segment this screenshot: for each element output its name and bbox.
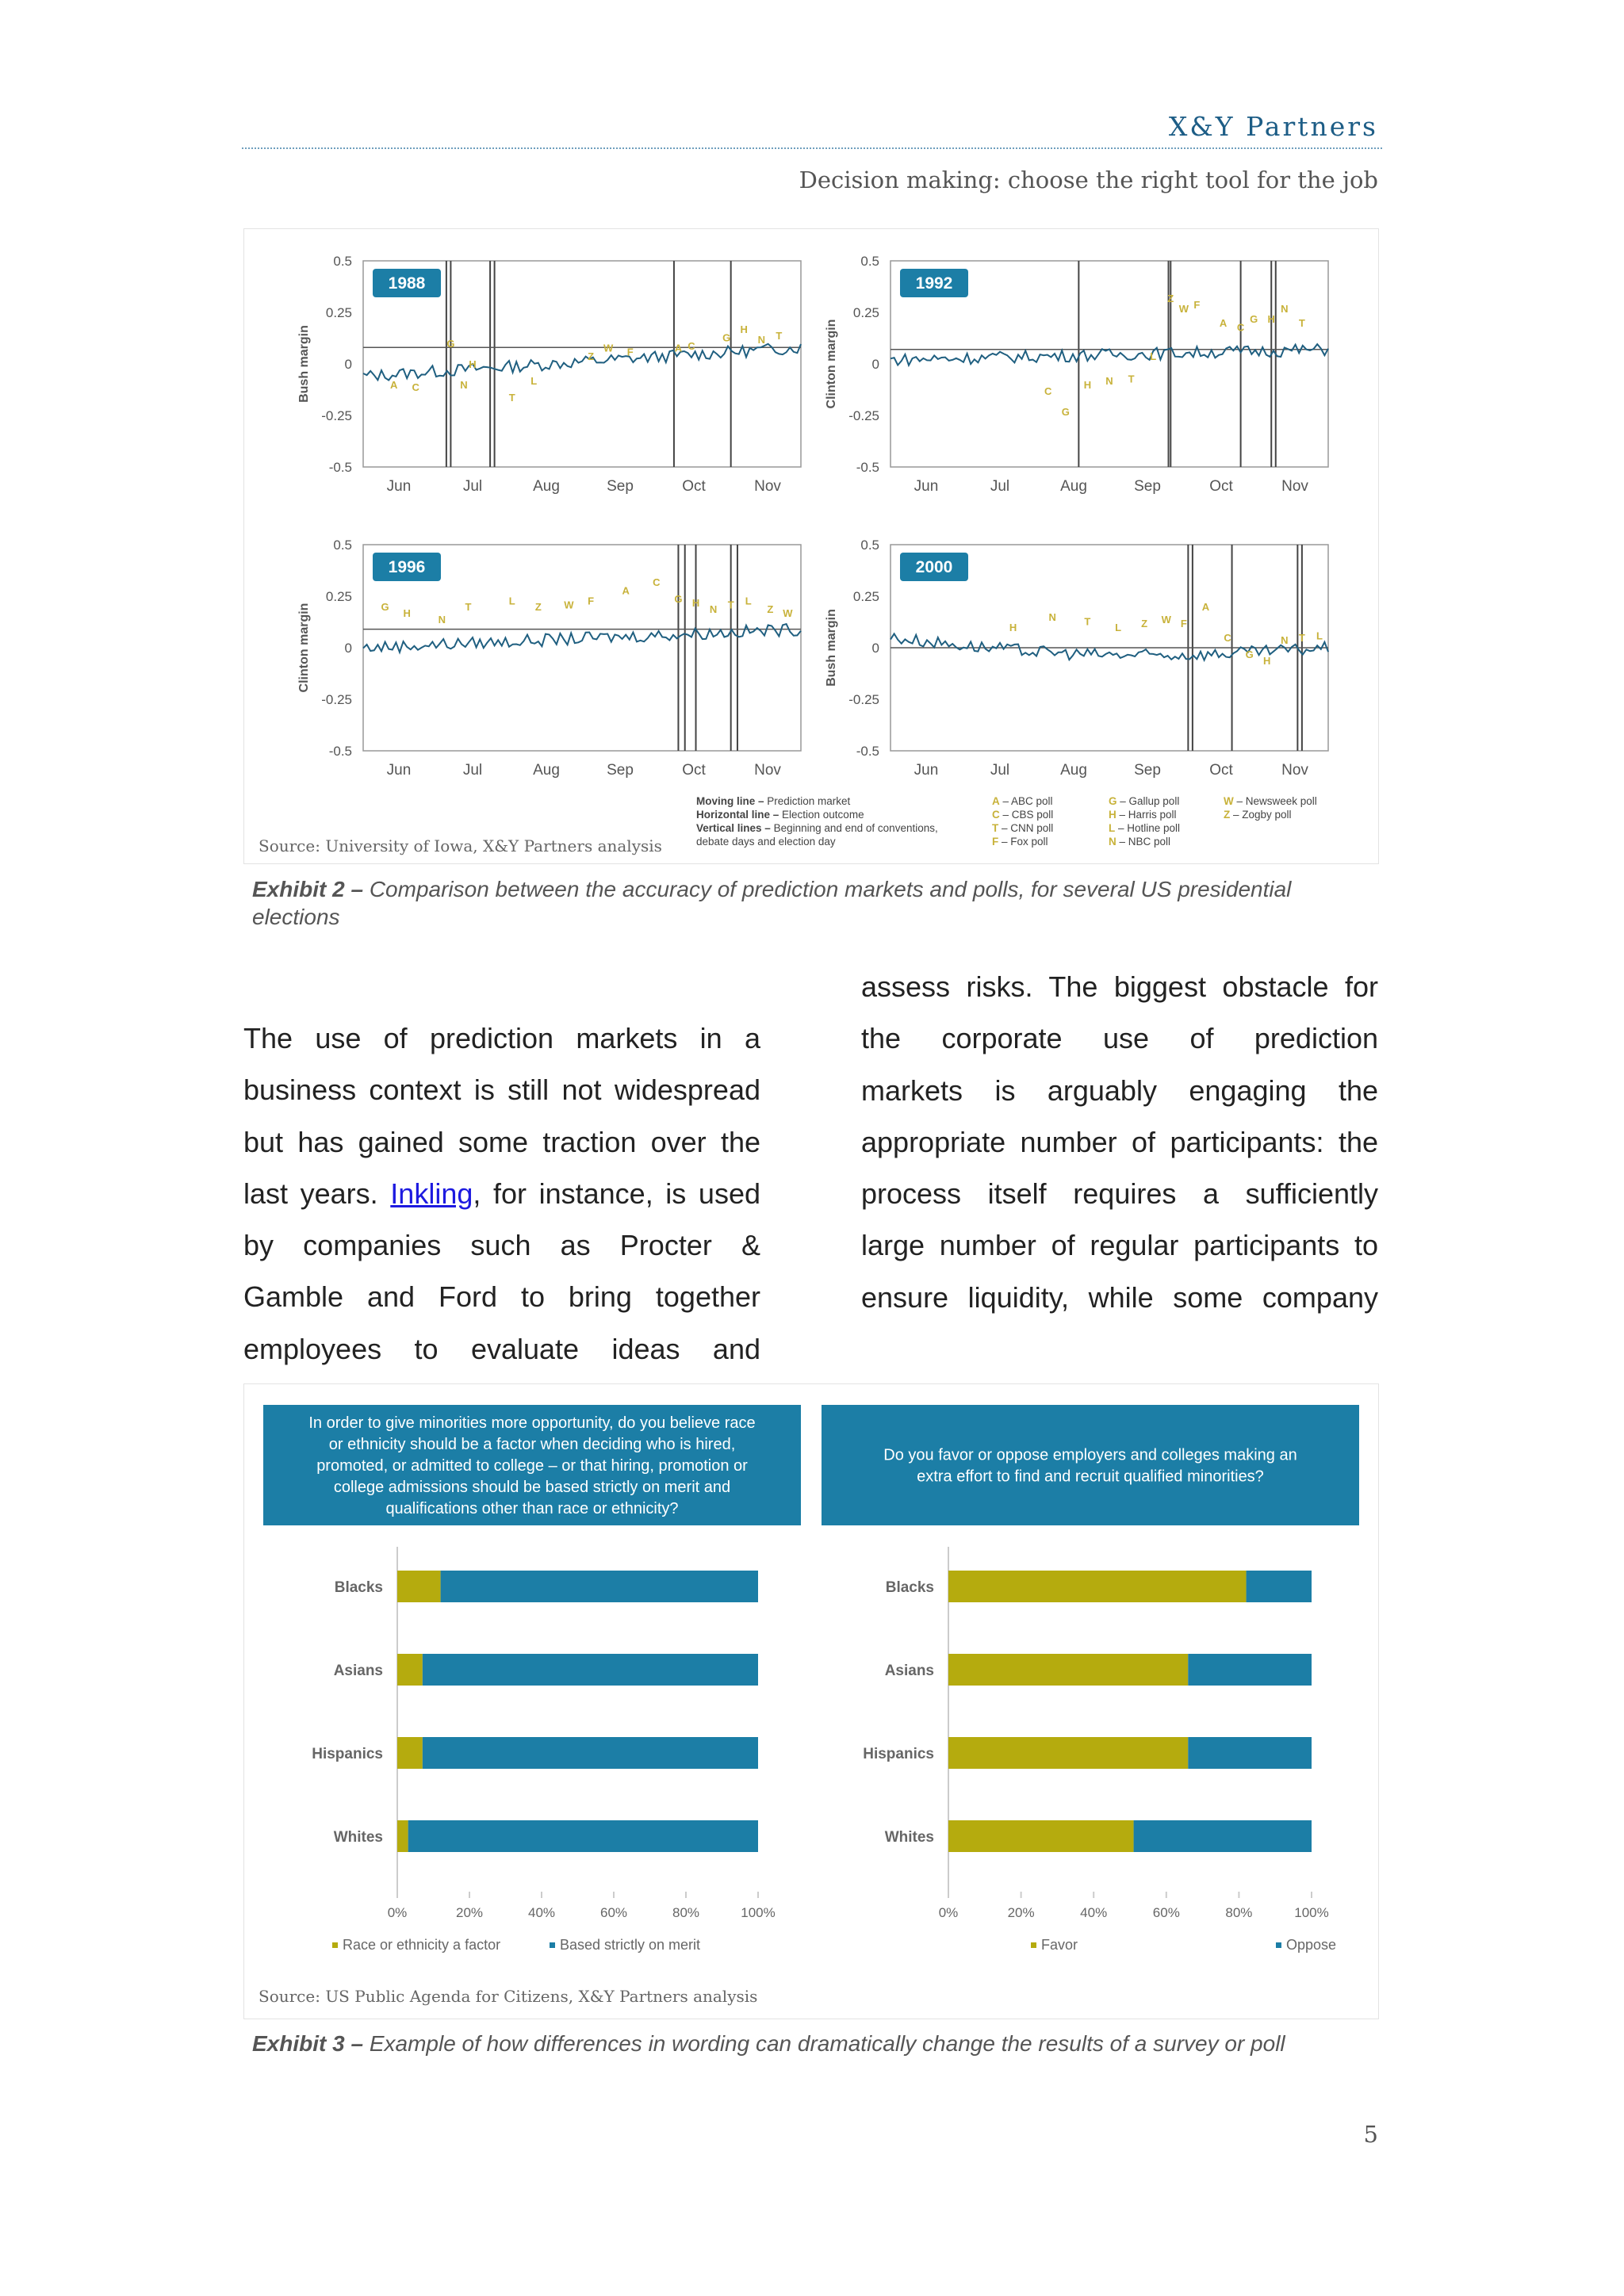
x-tick-label: 100% bbox=[741, 1905, 776, 1920]
body-line: business context is still not widespread bbox=[243, 1073, 760, 1107]
legend-line-text: debate days and election day bbox=[696, 836, 836, 848]
legend-poll-entry: N – NBC poll bbox=[1109, 836, 1171, 848]
poll-marker: L bbox=[745, 595, 752, 607]
body-column-right bbox=[861, 961, 1378, 1323]
poll-marker: A bbox=[674, 342, 683, 354]
x-tick-label: 60% bbox=[1152, 1905, 1180, 1920]
poll-marker: G bbox=[381, 601, 389, 614]
election-panel-1992 bbox=[825, 254, 1328, 495]
y-tick-label: -0.5 bbox=[328, 744, 352, 759]
poll-marker: T bbox=[1128, 373, 1135, 385]
question-text-line: college admissions should be based strictly on merit and bbox=[333, 1479, 731, 1496]
body-line: process itself requires a sufficiently bbox=[861, 1177, 1378, 1211]
poll-marker: H bbox=[1263, 654, 1271, 667]
body-line bbox=[243, 1168, 760, 1219]
exhibit-2-text: Comparison between the accuracy of prediction markets and polls, for several US presidential elections bbox=[252, 877, 1292, 929]
y-tick-label: 0.5 bbox=[333, 254, 352, 269]
poll-marker: A bbox=[1201, 601, 1210, 614]
poll-marker: C bbox=[1044, 385, 1052, 397]
question-box bbox=[822, 1405, 1359, 1525]
body-text: last years. bbox=[243, 1177, 378, 1210]
legend-label: Favor bbox=[1041, 1937, 1078, 1953]
body-line: large number of regular participants to bbox=[861, 1229, 1378, 1262]
legend-swatch bbox=[332, 1942, 338, 1948]
poll-marker: W bbox=[564, 599, 574, 611]
poll-marker: G bbox=[674, 592, 683, 605]
poll-marker: F bbox=[1180, 618, 1187, 629]
y-tick-label: -0.5 bbox=[328, 460, 352, 475]
poll-marker: F bbox=[626, 346, 634, 358]
body-line: markets is arguably engaging the bbox=[861, 1073, 1378, 1107]
page-number: 5 bbox=[1363, 2121, 1378, 2148]
poll-marker: Z bbox=[1141, 618, 1148, 629]
bar-segment-first bbox=[948, 1737, 1188, 1769]
y-tick-label: 0.5 bbox=[333, 538, 352, 553]
x-tick-label: 80% bbox=[672, 1905, 700, 1920]
x-tick-label: Nov bbox=[1281, 478, 1308, 495]
poll-marker: G bbox=[722, 331, 731, 344]
poll-marker: A bbox=[389, 379, 398, 392]
x-tick-label: 0% bbox=[938, 1905, 959, 1920]
x-tick-label: 0% bbox=[387, 1905, 408, 1920]
x-tick-label: Aug bbox=[533, 478, 560, 495]
survey-chart-1 bbox=[263, 1405, 801, 1953]
x-tick-label: Jun bbox=[914, 478, 939, 495]
legend-swatch bbox=[1031, 1942, 1036, 1948]
legend-poll-entry: W – Newsweek poll bbox=[1224, 795, 1317, 807]
legend-swatch bbox=[550, 1942, 555, 1948]
poll-marker: H bbox=[1267, 313, 1275, 325]
x-tick-label: Aug bbox=[1060, 762, 1087, 779]
poll-marker: G bbox=[1250, 313, 1258, 325]
exhibit-2-label: Exhibit 2 – bbox=[252, 877, 364, 901]
body-line: appropriate number of participants: the bbox=[861, 1125, 1378, 1158]
x-tick-label: Sep bbox=[1134, 762, 1161, 779]
exhibit-2-figure bbox=[243, 228, 1379, 864]
x-tick-label: Aug bbox=[1060, 478, 1087, 495]
poll-marker: T bbox=[727, 599, 734, 611]
bar-segment-second bbox=[1188, 1737, 1312, 1769]
poll-marker: L bbox=[508, 595, 515, 607]
election-panel-2000 bbox=[825, 538, 1328, 779]
body-text: , for instance, is used bbox=[473, 1177, 760, 1210]
poll-marker: G bbox=[1245, 649, 1254, 660]
x-tick-label: Sep bbox=[607, 478, 634, 495]
x-tick-label: 40% bbox=[527, 1905, 556, 1920]
poll-marker: W bbox=[1178, 303, 1189, 315]
x-tick-label: Sep bbox=[1134, 478, 1161, 495]
legend-swatch bbox=[1276, 1942, 1281, 1948]
exhibit-2-caption bbox=[252, 875, 1378, 931]
x-tick-label: Jul bbox=[462, 762, 483, 779]
x-tick-label: Sep bbox=[607, 762, 634, 779]
legend-poll-entry: Z – Zogby poll bbox=[1224, 809, 1292, 821]
x-tick-label: 20% bbox=[455, 1905, 484, 1920]
exhibit-3-text: Example of how differences in wording can dramatically change the results of a survey or poll bbox=[369, 2031, 1285, 2056]
y-tick-label: 0.25 bbox=[852, 589, 879, 604]
x-tick-label: 80% bbox=[1225, 1905, 1253, 1920]
legend-line-text: Moving line – Prediction market bbox=[696, 795, 851, 807]
year-badge-label: 2000 bbox=[915, 558, 953, 576]
x-tick-label: 40% bbox=[1080, 1905, 1108, 1920]
poll-marker: W bbox=[1161, 613, 1171, 626]
question-text-line: In order to give minorities more opportunity, do you believe race bbox=[308, 1414, 756, 1432]
category-label: Hispanics bbox=[863, 1746, 934, 1762]
poll-marker: C bbox=[688, 339, 695, 352]
legend-poll-entry: G – Gallup poll bbox=[1109, 795, 1180, 807]
legend-poll-entry: H – Harris poll bbox=[1109, 809, 1177, 821]
poll-marker: N bbox=[709, 603, 718, 615]
poll-marker: F bbox=[1193, 298, 1201, 311]
x-tick-label: Oct bbox=[1209, 762, 1233, 779]
bar-segment-first bbox=[397, 1820, 408, 1852]
y-tick-label: 0 bbox=[344, 357, 352, 372]
poll-marker: H bbox=[1009, 622, 1017, 634]
poll-marker: C bbox=[1236, 321, 1245, 334]
survey-wording-charts bbox=[244, 1384, 1378, 2019]
x-tick-label: Aug bbox=[533, 762, 560, 779]
bar-segment-second bbox=[408, 1820, 758, 1852]
y-tick-label: -0.5 bbox=[856, 460, 879, 475]
body-line: employees to evaluate ideas and bbox=[243, 1332, 760, 1365]
x-tick-label: Jun bbox=[386, 762, 412, 779]
body-line: The use of prediction markets in a bbox=[243, 1022, 760, 1054]
x-tick-label: Nov bbox=[754, 478, 781, 495]
poll-marker: C bbox=[1224, 632, 1231, 645]
bar-segment-second bbox=[441, 1571, 758, 1602]
x-tick-label: 60% bbox=[599, 1905, 628, 1920]
body-line: ensure liquidity, while some company bbox=[861, 1280, 1378, 1314]
y-axis-label: Bush margin bbox=[297, 325, 311, 403]
poll-marker: A bbox=[622, 584, 630, 597]
exhibit-2-legend bbox=[696, 795, 1317, 848]
y-tick-label: -0.25 bbox=[848, 692, 879, 707]
y-tick-label: -0.5 bbox=[856, 744, 879, 759]
category-label: Asians bbox=[333, 1663, 383, 1679]
poll-marker: W bbox=[783, 607, 793, 619]
y-tick-label: 0 bbox=[871, 641, 879, 656]
bar-segment-first bbox=[948, 1571, 1247, 1602]
bar-segment-first bbox=[948, 1820, 1134, 1852]
x-tick-label: Nov bbox=[754, 762, 781, 779]
poll-marker: H bbox=[691, 597, 700, 609]
poll-marker: F bbox=[588, 595, 595, 607]
y-tick-label: -0.25 bbox=[321, 408, 352, 423]
poll-marker: L bbox=[530, 375, 538, 387]
bar-segment-second bbox=[1134, 1820, 1312, 1852]
survey-chart-2 bbox=[822, 1405, 1359, 1953]
poll-marker: W bbox=[603, 342, 614, 354]
inkling-link[interactable]: Inkling bbox=[390, 1177, 473, 1210]
poll-marker: C bbox=[412, 381, 419, 393]
bar-segment-second bbox=[423, 1737, 758, 1769]
exhibit-3-caption bbox=[252, 2030, 1378, 2057]
body-line: assess risks. The biggest obstacle for bbox=[861, 970, 1378, 1003]
poll-marker: L bbox=[1316, 629, 1323, 642]
poll-marker: T bbox=[508, 391, 515, 404]
category-label: Hispanics bbox=[312, 1746, 383, 1762]
poll-marker: L bbox=[1115, 622, 1122, 634]
category-label: Blacks bbox=[334, 1579, 383, 1596]
legend-poll-entry: F – Fox poll bbox=[992, 836, 1048, 848]
question-text-line: promoted, or admitted to college – or that hiring, promotion or bbox=[316, 1457, 748, 1475]
y-tick-label: 0.25 bbox=[852, 305, 879, 320]
y-axis-label: Bush margin bbox=[825, 609, 838, 687]
y-tick-label: 0.25 bbox=[325, 589, 352, 604]
bar-segment-second bbox=[1188, 1654, 1312, 1686]
poll-marker: G bbox=[446, 338, 455, 350]
legend-poll-entry: T – CNN poll bbox=[992, 822, 1054, 834]
poll-marker: T bbox=[1298, 632, 1305, 645]
poll-marker: N bbox=[1281, 633, 1289, 646]
category-label: Asians bbox=[884, 1663, 934, 1679]
y-tick-label: -0.25 bbox=[848, 408, 879, 423]
poll-marker: C bbox=[653, 576, 661, 588]
legend-poll-entry: L – Hotline poll bbox=[1109, 822, 1181, 834]
election-panel-1996 bbox=[297, 538, 801, 779]
poll-marker: T bbox=[1298, 317, 1305, 330]
exhibit-3-figure bbox=[243, 1383, 1379, 2019]
poll-marker: H bbox=[469, 358, 477, 371]
poll-marker: N bbox=[460, 379, 468, 392]
body-line: Gamble and Ford to bring together bbox=[243, 1280, 760, 1314]
legend-label: Race or ethnicity a factor bbox=[343, 1937, 501, 1953]
prediction-market-charts bbox=[244, 229, 1378, 863]
question-text-line: or ethnicity should be a factor when deciding who is hired, bbox=[328, 1436, 736, 1453]
x-tick-label: Oct bbox=[682, 478, 706, 495]
y-tick-label: 0.25 bbox=[325, 305, 352, 320]
question-text-line: extra effort to find and recruit qualified minorities? bbox=[917, 1468, 1264, 1486]
x-tick-label: Jun bbox=[914, 762, 939, 779]
poll-marker: H bbox=[1083, 379, 1092, 392]
legend-line-text: Horizontal line – Election outcome bbox=[696, 809, 864, 821]
poll-marker: T bbox=[465, 601, 472, 614]
poll-marker: G bbox=[1061, 406, 1070, 418]
poll-marker: N bbox=[757, 334, 766, 346]
bar-segment-first bbox=[948, 1654, 1188, 1686]
election-panel-1988 bbox=[297, 254, 801, 495]
body-column-left bbox=[243, 1012, 760, 1375]
body-line: by companies such as Procter & bbox=[243, 1229, 760, 1262]
body-line: the corporate use of prediction bbox=[861, 1022, 1378, 1055]
legend-label: Oppose bbox=[1286, 1937, 1337, 1953]
exhibit-3-label: Exhibit 3 – bbox=[252, 2031, 364, 2056]
body-line: but has gained some traction over the bbox=[243, 1125, 760, 1158]
poll-marker: N bbox=[438, 613, 446, 626]
y-tick-label: 0 bbox=[344, 641, 352, 656]
exhibit-2-source: Source: University of Iowa, X&Y Partners analysis bbox=[259, 836, 662, 855]
x-tick-label: Oct bbox=[1209, 478, 1233, 495]
poll-marker: H bbox=[740, 323, 748, 335]
category-label: Whites bbox=[333, 1829, 383, 1846]
y-tick-label: 0 bbox=[871, 357, 879, 372]
exhibit-3-source: Source: US Public Agenda for Citizens, X&Y Partners analysis bbox=[259, 1987, 758, 2006]
question-text-line: qualifications other than race or ethnicity? bbox=[385, 1500, 679, 1517]
bar-segment-first bbox=[397, 1571, 441, 1602]
year-badge-label: 1992 bbox=[915, 274, 953, 293]
x-tick-label: Jul bbox=[990, 762, 1010, 779]
legend-poll-entry: A – ABC poll bbox=[992, 795, 1053, 807]
page-subtitle: Decision making: choose the right tool for the job bbox=[799, 166, 1378, 193]
legend-label: Based strictly on merit bbox=[560, 1937, 701, 1953]
y-tick-label: -0.25 bbox=[321, 692, 352, 707]
poll-marker: T bbox=[1084, 615, 1091, 628]
x-tick-label: Oct bbox=[682, 762, 706, 779]
bar-segment-first bbox=[397, 1654, 423, 1686]
poll-marker: N bbox=[1281, 303, 1289, 315]
y-tick-label: 0.5 bbox=[860, 538, 879, 553]
brand-name: X&Y Partners bbox=[1168, 111, 1378, 142]
poll-marker: N bbox=[1048, 611, 1056, 624]
bar-segment-second bbox=[423, 1654, 758, 1686]
poll-marker: A bbox=[1219, 317, 1228, 330]
legend-line-text: Vertical lines – Beginning and end of conventions, bbox=[696, 822, 938, 834]
category-label: Blacks bbox=[885, 1579, 934, 1596]
year-badge-label: 1988 bbox=[388, 274, 426, 293]
poll-marker: L bbox=[1150, 350, 1157, 362]
poll-marker: N bbox=[1105, 375, 1113, 387]
year-badge-label: 1996 bbox=[388, 558, 426, 576]
header-divider bbox=[242, 147, 1382, 149]
x-tick-label: Jul bbox=[462, 478, 483, 495]
x-tick-label: Jun bbox=[386, 478, 412, 495]
x-tick-label: 20% bbox=[1007, 1905, 1035, 1920]
poll-marker: Z bbox=[534, 601, 542, 614]
y-axis-label: Clinton margin bbox=[825, 319, 838, 409]
x-tick-label: Nov bbox=[1281, 762, 1308, 779]
poll-marker: Z bbox=[588, 350, 595, 362]
y-axis-label: Clinton margin bbox=[297, 603, 311, 693]
category-label: Whites bbox=[884, 1829, 934, 1846]
x-tick-label: Jul bbox=[990, 478, 1010, 495]
bar-segment-second bbox=[1247, 1571, 1312, 1602]
x-tick-label: 100% bbox=[1294, 1905, 1329, 1920]
poll-marker: T bbox=[776, 329, 783, 342]
poll-marker: Z bbox=[767, 603, 774, 615]
bar-segment-first bbox=[397, 1737, 423, 1769]
poll-marker: H bbox=[403, 607, 411, 619]
y-tick-label: 0.5 bbox=[860, 254, 879, 269]
poll-marker: Z bbox=[1167, 293, 1174, 304]
legend-poll-entry: C – CBS poll bbox=[992, 809, 1054, 821]
question-text-line: Do you favor or oppose employers and colleges making an bbox=[883, 1446, 1297, 1464]
